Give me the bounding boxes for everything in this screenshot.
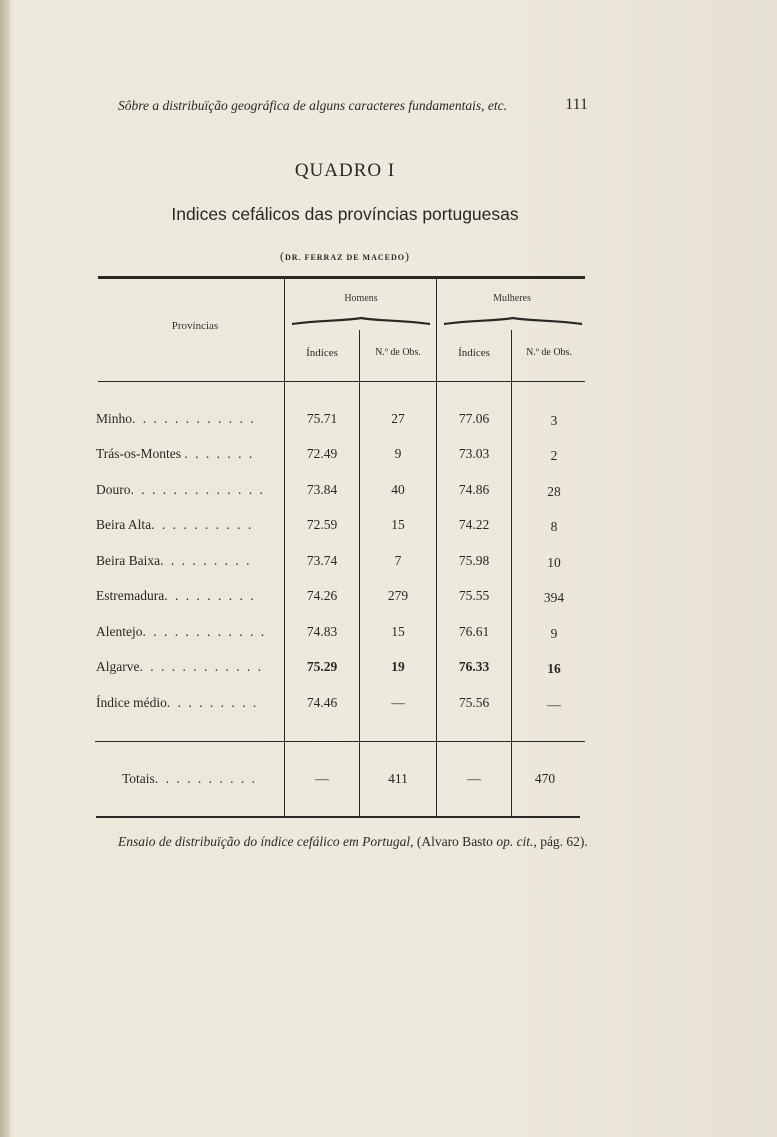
cell: 394: [543, 590, 565, 605]
row-label: Trás-os-Montes . . . . . . .: [96, 446, 255, 461]
cell: 75.56: [458, 695, 490, 710]
subheader-obs-homens: N.º de Obs.: [375, 347, 421, 358]
cell: 9: [550, 626, 558, 641]
cell: 27: [391, 411, 405, 426]
cell: 74.83: [306, 624, 338, 639]
table-source: (DR. FERRAZ DE MACEDO): [280, 249, 410, 263]
table-caption: [118, 832, 588, 852]
caption-title: Ensaio de distribuïção do índice cefálico em Portugal,: [118, 834, 414, 849]
cell: 77.06: [458, 411, 490, 426]
row-label: Minho. . . . . . . . . . . .: [96, 411, 256, 426]
cell: 8: [550, 519, 558, 534]
brace-homens: [290, 314, 432, 328]
caption-author: (Alvaro Basto: [416, 834, 493, 849]
column-divider-2: [359, 330, 360, 816]
cell: 74.86: [458, 482, 490, 497]
cell: 7: [394, 553, 402, 568]
caption-page: pág. 62).: [540, 834, 588, 849]
row-label: Índice médio. . . . . . . . .: [96, 695, 259, 710]
totals-cell: 470: [534, 771, 556, 786]
cell: 19: [391, 659, 405, 674]
cell: —: [547, 697, 561, 712]
cell: 76.33: [458, 659, 490, 674]
column-divider-4: [511, 330, 512, 816]
cell: 73.84: [306, 482, 338, 497]
page-number: 111: [565, 96, 588, 113]
cell: 15: [391, 517, 405, 532]
row-label: Algarve. . . . . . . . . . . .: [96, 659, 264, 674]
table-top-rule: [98, 276, 585, 279]
row-label: Alentejo. . . . . . . . . . . .: [96, 624, 267, 639]
cell: 75.98: [458, 553, 490, 568]
cell: 74.22: [458, 517, 490, 532]
cell: 10: [547, 555, 561, 570]
column-divider-3: [436, 279, 437, 816]
running-head: [118, 98, 588, 114]
totals-cell: 411: [388, 771, 408, 786]
totals-label: Totais. . . . . . . . . .: [122, 771, 257, 786]
cell: 15: [391, 624, 405, 639]
totals-cell: —: [315, 771, 329, 786]
row-header: Províncias: [171, 320, 219, 332]
cell: 72.49: [306, 446, 338, 461]
cell: 73.03: [458, 446, 490, 461]
cell: 72.59: [306, 517, 338, 532]
cell: 40: [391, 482, 405, 497]
subheader-indices-mulheres: Índices: [458, 347, 490, 359]
subheader-indices-homens: Índices: [306, 347, 338, 359]
row-label: Douro. . . . . . . . . . . . .: [96, 482, 265, 497]
table-title: QUADRO I: [294, 160, 396, 181]
column-divider-1: [284, 279, 285, 816]
cell: 3: [550, 413, 558, 428]
table-subtitle: Indices cefálicos das províncias portuguesas: [171, 204, 519, 224]
totals-cell: —: [467, 771, 481, 786]
table-bottom-rule: [96, 816, 580, 818]
caption-opcit: op. cit.,: [496, 834, 537, 849]
cell: 74.46: [306, 695, 338, 710]
running-head-text: Sôbre a distribuïção geográfica de alguns caracteres fundamentais, etc.: [118, 98, 507, 113]
source-text: DR. FERRAZ DE MACEDO: [285, 253, 405, 262]
cell: 2: [550, 448, 558, 463]
cell: 73.74: [306, 553, 338, 568]
row-label: Beira Baixa. . . . . . . . .: [96, 553, 252, 568]
cell: 75.71: [306, 411, 338, 426]
cell: 76.61: [458, 624, 490, 639]
group-header-homens: Homens: [344, 293, 378, 304]
row-label: Beira Alta. . . . . . . . . .: [96, 517, 254, 532]
cell: 28: [547, 484, 561, 499]
row-label: Estremadura. . . . . . . . .: [96, 588, 256, 603]
cell: 279: [387, 588, 409, 603]
brace-mulheres: [442, 314, 584, 328]
cell: 74.26: [306, 588, 338, 603]
cell: 9: [394, 446, 402, 461]
cell: 75.29: [306, 659, 338, 674]
cell: 75.55: [458, 588, 490, 603]
cell: 16: [547, 661, 561, 676]
cell: —: [391, 695, 405, 710]
subheader-obs-mulheres: N.º de Obs.: [526, 347, 572, 358]
group-header-mulheres: Mulheres: [493, 293, 531, 304]
